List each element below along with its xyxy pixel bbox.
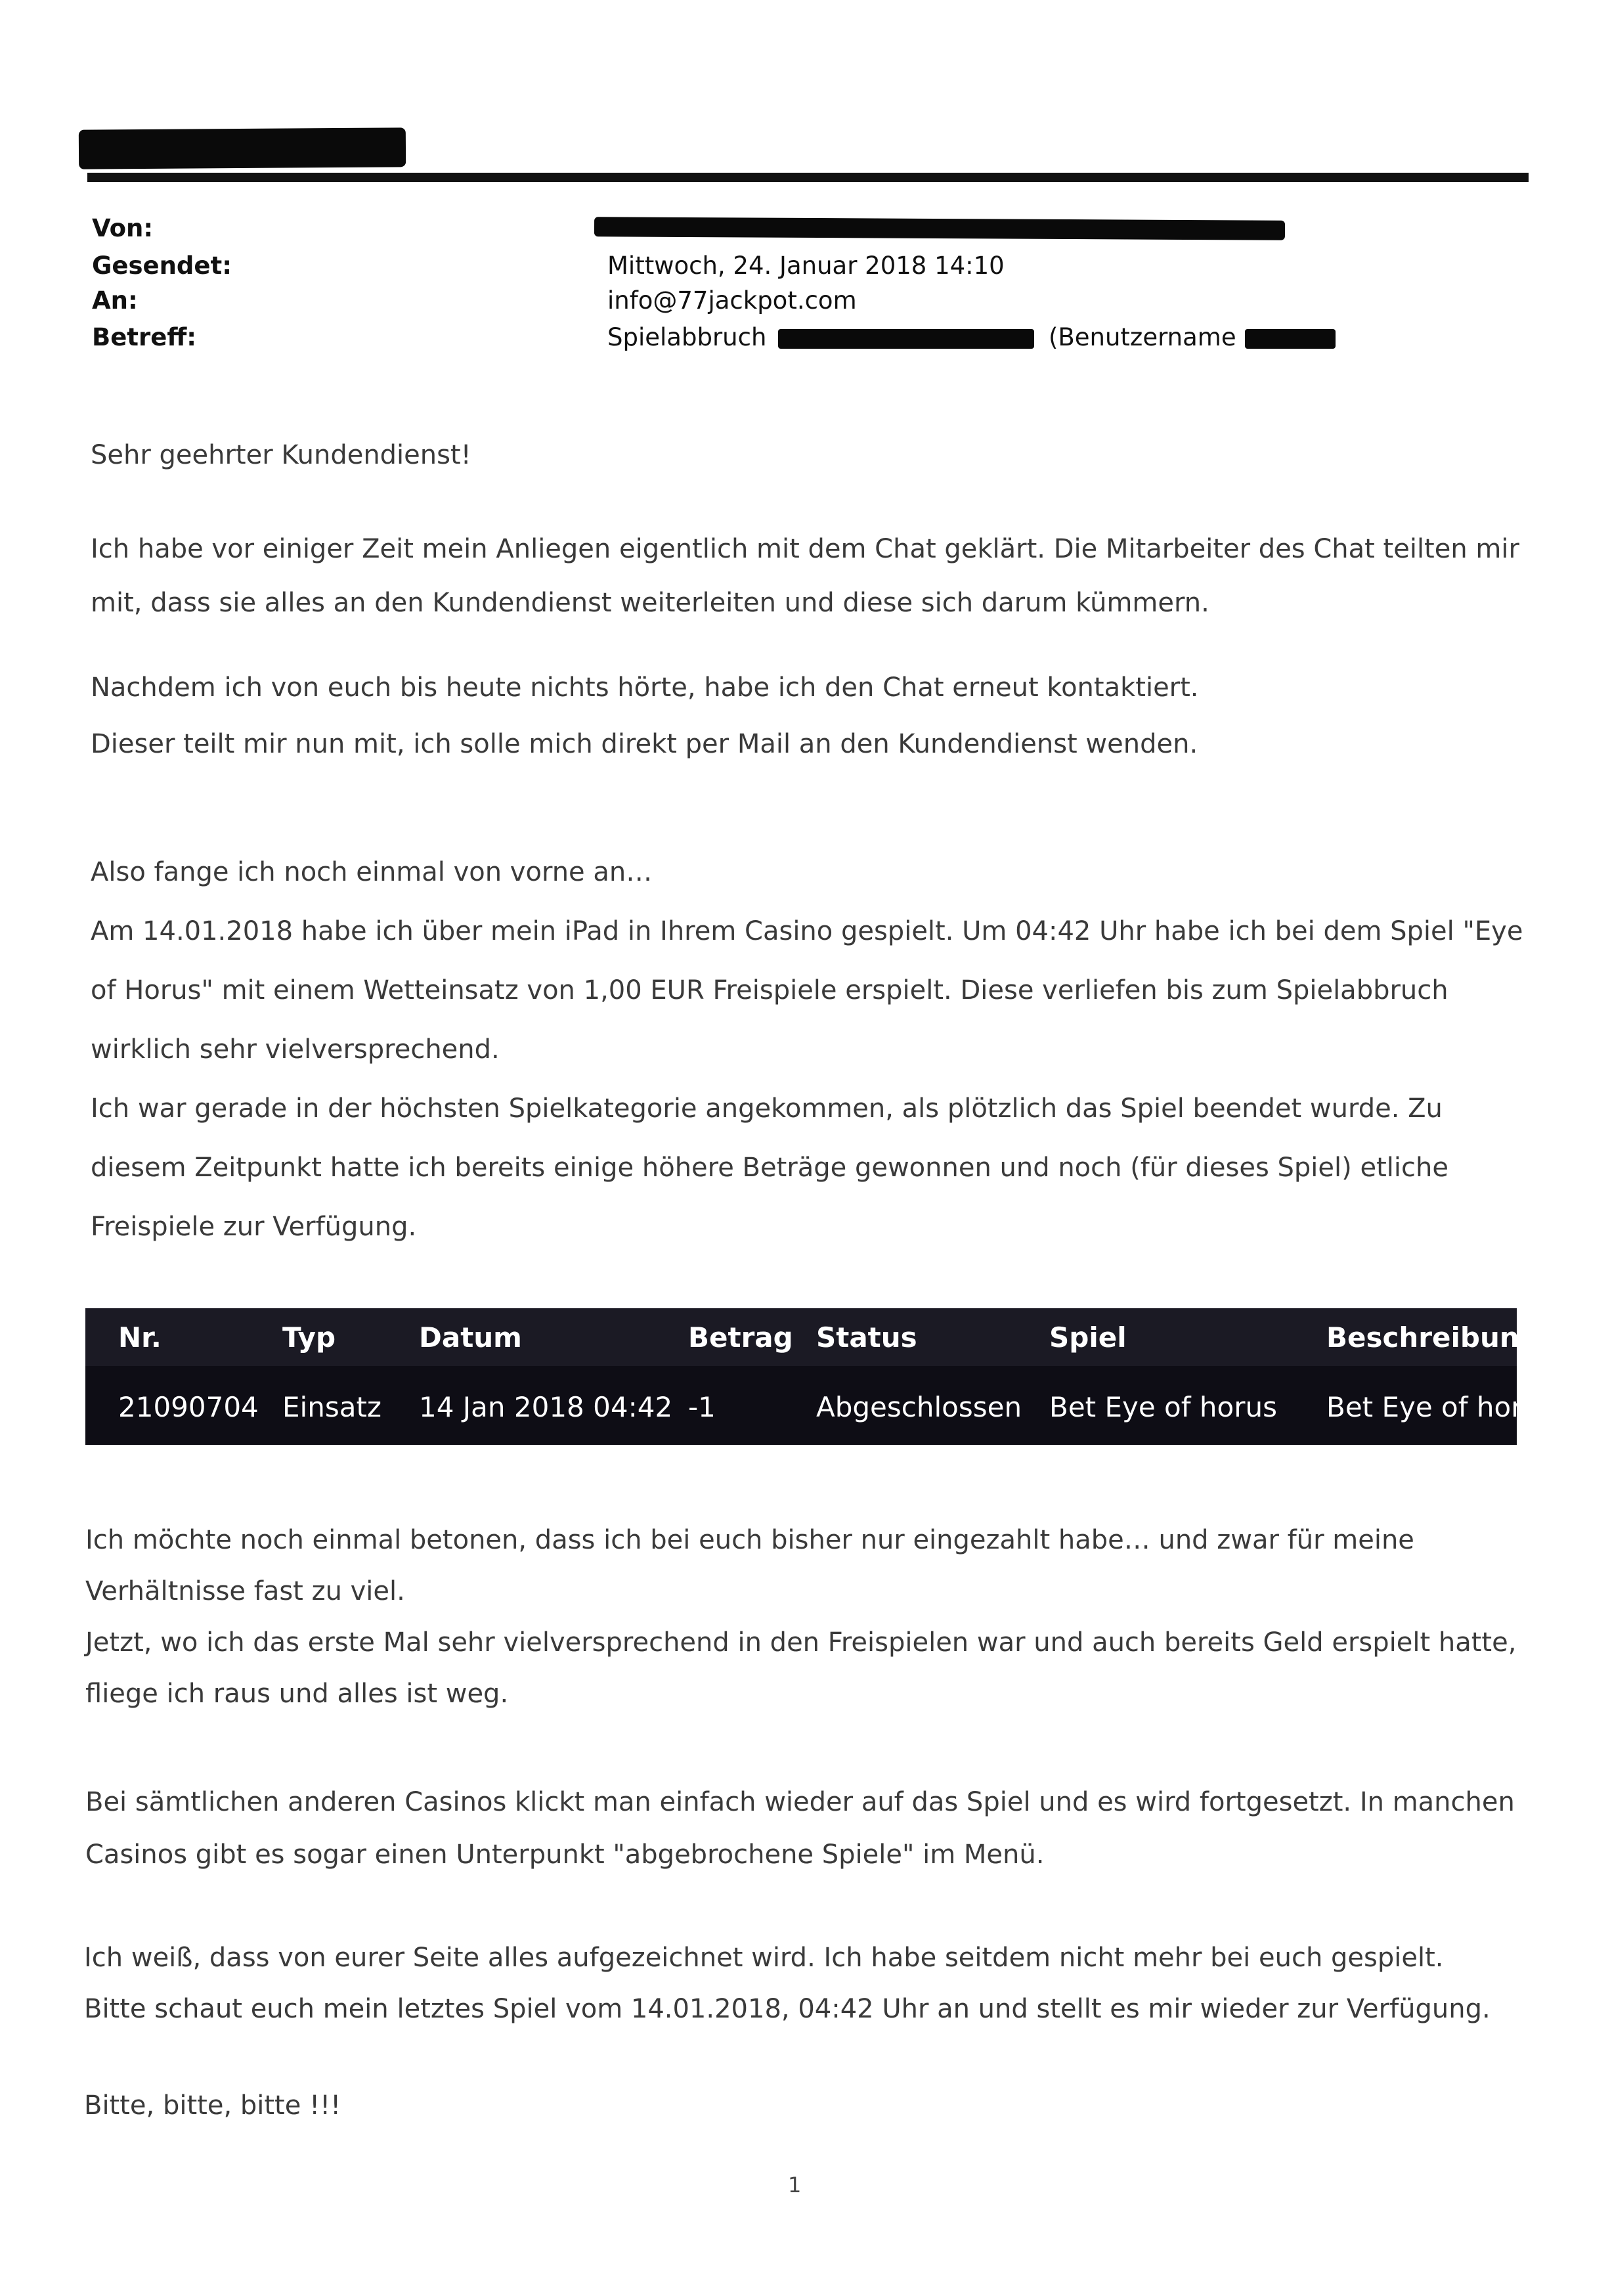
table-cell-typ: Einsatz <box>282 1391 381 1423</box>
table-header-spiel: Spiel <box>1049 1321 1127 1354</box>
paragraph-line: Dieser teilt mir nun mit, ich solle mich direkt per Mail an den Kundendienst wenden. <box>91 729 1198 759</box>
paragraph-line: mit, dass sie alles an den Kundendienst weiterleiten und diese sich darum kümmern. <box>91 588 1209 618</box>
paragraph-line: Ich weiß, dass von eurer Seite alles aufgezeichnet wird. Ich habe seitdem nicht mehr bei euch gespielt. <box>84 1943 1444 1973</box>
paragraph-line: Casinos gibt es sogar einen Unterpunkt "abgebrochene Spiele" im Menü. <box>85 1840 1045 1870</box>
paragraph-line: Jetzt, wo ich das erste Mal sehr vielversprechend in den Freispielen war und auch bereits Geld erspielt hatte, <box>85 1627 1517 1658</box>
table-cell-status: Abgeschlossen <box>816 1391 1022 1423</box>
paragraph-line: diesem Zeitpunkt hatte ich bereits einige höhere Beträge gewonnen und noch (für dieses Spiel) etliche <box>91 1153 1448 1183</box>
table-header-datum: Datum <box>419 1321 522 1354</box>
paragraph-5 <box>85 1776 1523 1881</box>
to-value[interactable]: info@77jackpot.com <box>607 286 857 315</box>
closing <box>84 2086 1522 2125</box>
sent-value: Mittwoch, 24. Januar 2018 14:10 <box>607 252 1005 280</box>
table-header-status: Status <box>816 1321 917 1354</box>
table-cell-datum: 14 Jan 2018 04:42 <box>419 1391 673 1423</box>
redaction-bar-from <box>594 217 1285 240</box>
paragraph-3 <box>91 843 1529 1256</box>
paragraph-line: of Horus" mit einem Wetteinsatz von 1,00 EUR Freispiele erspielt. Diese verliefen bis zum Spielabbruch <box>91 975 1448 1005</box>
transaction-table <box>85 1308 1554 1445</box>
paragraph-line: Freispiele zur Verfügung. <box>91 1212 417 1242</box>
table-header-nr: Nr. <box>118 1321 162 1354</box>
table-header-betrag: Betrag <box>688 1321 793 1354</box>
table-cell-beschreibung: Bet Eye of horus <box>1326 1391 1554 1423</box>
table-cell-spiel: Bet Eye of horus <box>1049 1391 1277 1423</box>
paragraph-line: Nachdem ich von euch bis heute nichts hörte, habe ich den Chat erneut kontaktiert. <box>91 673 1199 703</box>
page-number: 1 <box>788 2173 802 2197</box>
paragraph-line: Verhältnisse fast zu viel. <box>85 1576 405 1606</box>
greeting <box>91 437 1529 474</box>
subject-value <box>607 321 1336 354</box>
paragraph-line: Ich möchte noch einmal betonen, dass ich bei euch bisher nur eingezahlt habe… und zwar für meine <box>85 1525 1414 1555</box>
paragraph-line: wirklich sehr vielversprechend. <box>91 1034 500 1065</box>
paragraph-line: Ich war gerade in der höchsten Spielkategorie angekommen, als plötzlich das Spiel beendet wurde. Zu <box>91 1093 1443 1124</box>
paragraph-line: Am 14.01.2018 habe ich über mein iPad in Ihrem Casino gespielt. Um 04:42 Uhr habe ich bei dem Spiel "Eye <box>91 916 1523 946</box>
paragraph-line: Also fange ich noch einmal von vorne an… <box>91 857 653 887</box>
table-header-typ: Typ <box>282 1321 336 1354</box>
greeting-text: Sehr geehrter Kundendienst! <box>91 440 471 470</box>
paragraph-2 <box>91 659 1529 772</box>
redaction-bar-subject-1 <box>778 329 1034 349</box>
subject-mid: (Benutzername <box>1048 323 1236 351</box>
to-label: An: <box>92 286 138 315</box>
closing-text: Bitte, bitte, bitte !!! <box>84 2090 341 2121</box>
header-rule <box>87 173 1529 182</box>
from-label: Von: <box>92 214 154 242</box>
paragraph-1 <box>91 522 1529 630</box>
table-header-beschreibung: Beschreibung <box>1326 1321 1539 1354</box>
paragraph-line: Bitte schaut euch mein letztes Spiel vom 14.01.2018, 04:42 Uhr an und stellt es mir wieder zur Verfügung. <box>84 1994 1490 2024</box>
paragraph-4 <box>85 1514 1523 1719</box>
paragraph-line: Ich habe vor einiger Zeit mein Anliegen eigentlich mit dem Chat geklärt. Die Mitarbeiter des Chat teilten mir <box>91 534 1519 564</box>
table-cell-nr: 21090704 <box>118 1391 259 1423</box>
subject-label: Betreff: <box>92 323 197 351</box>
paragraph-line: fliege ich raus und alles ist weg. <box>85 1679 509 1709</box>
table-cell-betrag: -1 <box>688 1391 716 1423</box>
sent-label: Gesendet: <box>92 252 232 280</box>
paragraph-line: Bei sämtlichen anderen Casinos klickt man einfach wieder auf das Spiel und es wird fortgesetzt. In manchen <box>85 1787 1515 1817</box>
paragraph-6 <box>84 1932 1522 2035</box>
redaction-bar-subject-2 <box>1245 329 1336 349</box>
subject-prefix: Spielabbruch <box>607 323 767 351</box>
redaction-bar-name <box>79 127 406 169</box>
